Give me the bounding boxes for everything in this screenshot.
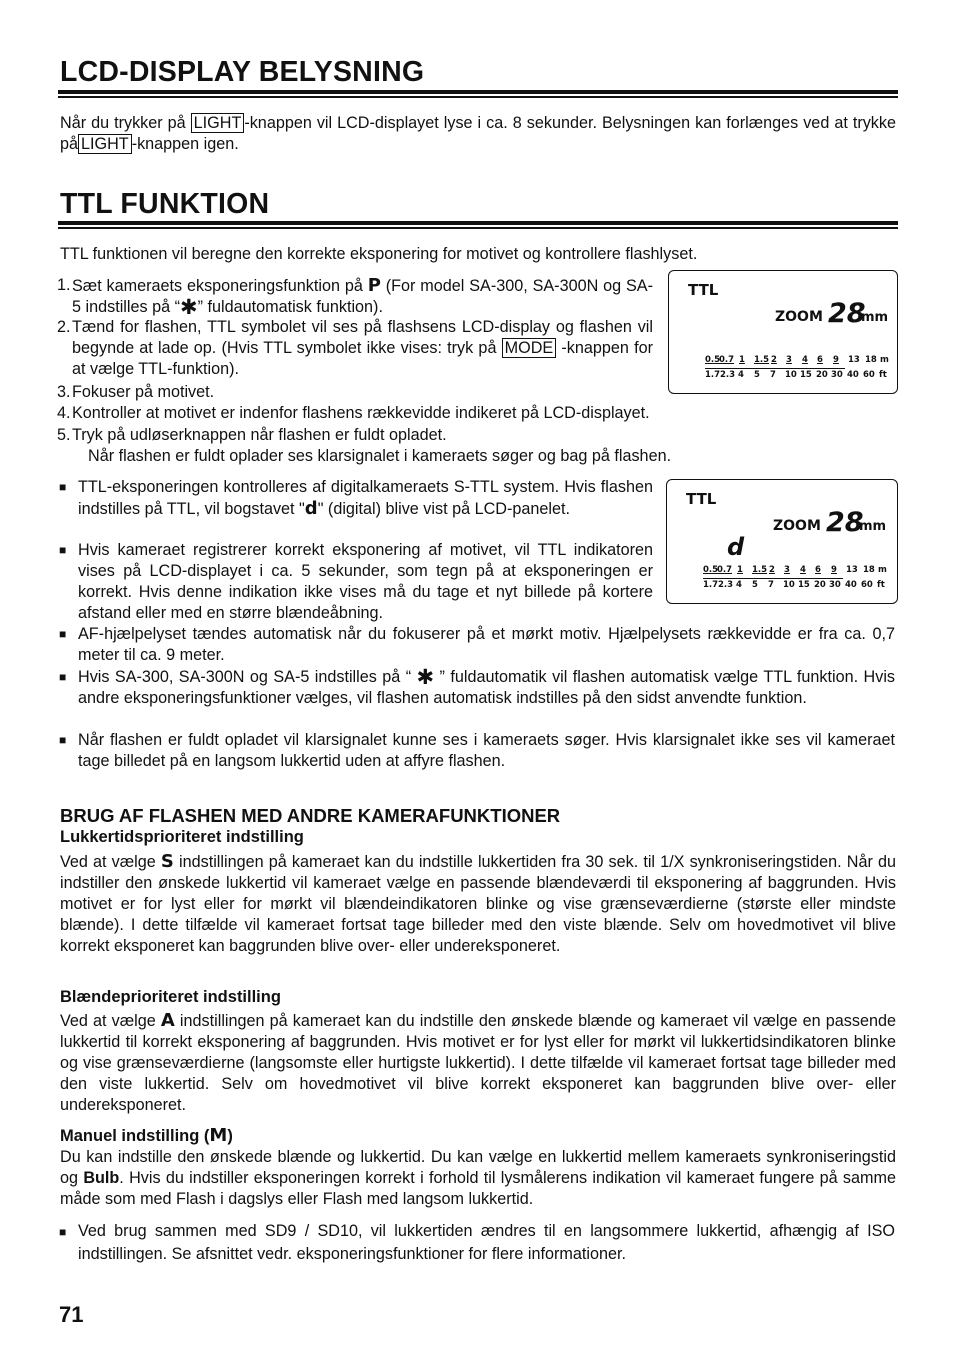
lcd-distance-scale bbox=[703, 565, 887, 595]
lcd-meter-tick: 13 bbox=[846, 565, 858, 575]
light-key: LIGHT bbox=[191, 113, 245, 133]
lcd-paragraph: Når du trykker på LIGHT -knappen vil LCD-displayet lyse i ca. 8 sekunder. Belysningen kan forlænges ved at trykke på LIGHT -knappen igen. bbox=[60, 114, 896, 153]
lcd-feet-tick: 60 bbox=[863, 370, 875, 380]
lcd-feet-tick: 5 bbox=[752, 580, 758, 590]
digital-symbol: d bbox=[304, 498, 318, 519]
lcd-meter-tick: 13 bbox=[848, 355, 860, 365]
lcd-feet-tick: 10 bbox=[783, 580, 795, 590]
step-5-note: Når flashen er fuldt oplader ses klarsignalet i kameraets søger og bag på flashen. bbox=[88, 447, 672, 465]
lcd-feet-tick: 15 bbox=[798, 580, 810, 590]
lcd-meter-tick: 3 bbox=[784, 565, 790, 575]
lcd-unit: mm bbox=[861, 310, 889, 325]
lcd-feet-tick: 30 bbox=[831, 370, 843, 380]
lcd-feet-tick: 10 bbox=[785, 370, 797, 380]
bullet-auto-mode: Hvis SA-300, SA-300N og SA-5 indstilles på “ ✱ ” fuldautomatik vil flashen automatisk vælge TTL funktion. Hvis andre eksponeringsfunktioner vælges, vil flashen automatisk indstilles på den sidst anvendte funktion. bbox=[78, 666, 896, 707]
lcd-meter-tick: 4 bbox=[802, 355, 808, 365]
lcd-meter-tick: 4 bbox=[800, 565, 806, 575]
title-rule bbox=[58, 227, 898, 229]
lcd-feet-tick: ft bbox=[877, 580, 885, 590]
title-rule bbox=[58, 221, 898, 225]
lcd-scale-line bbox=[703, 578, 843, 579]
manual-text: Du kan indstille den ønskede blænde og lukkertid. Du kan vælge en lukkertid mellem kameraets synkroniseringstid og Bulb. Hvis du indstiller eksponeringen korrekt i forhold til lysmålerens indikation vil kameraet fungere på samme måde som med Flash i dagslys eller Flash med langsom lukkertid. bbox=[60, 1148, 896, 1208]
page-number: 71 bbox=[59, 1302, 84, 1327]
lcd-focal-length: 28 bbox=[826, 507, 864, 538]
step-number: 1. bbox=[57, 276, 71, 294]
lcd-focal-length: 28 bbox=[828, 298, 866, 329]
section-title-ttl: TTL FUNKTION bbox=[60, 188, 270, 220]
manual-mode-symbol: M bbox=[209, 1125, 228, 1146]
lcd-feet-tick: 30 bbox=[829, 580, 841, 590]
auto-mode-icon: ✱ bbox=[179, 296, 198, 319]
lcd-feet-tick: 1.7 bbox=[705, 370, 721, 380]
step-number: 5. bbox=[57, 426, 71, 444]
program-mode-symbol: P bbox=[367, 275, 381, 296]
bulb-label: Bulb bbox=[83, 1169, 120, 1187]
ttl-intro: TTL funktionen vil beregne den korrekte eksponering for motivet og kontrollere flashlyset. bbox=[60, 245, 698, 263]
lcd-meter-tick: m bbox=[880, 355, 889, 365]
lcd-meter-tick: 0.7 bbox=[717, 565, 733, 575]
lcd-meter-tick: 9 bbox=[831, 565, 837, 575]
lcd-meter-tick: 9 bbox=[833, 355, 839, 365]
bullet-mark: ■ bbox=[59, 543, 67, 557]
lcd-feet-tick: 40 bbox=[845, 580, 857, 590]
lcd-feet-tick: 7 bbox=[768, 580, 774, 590]
lcd-meter-tick: 1 bbox=[739, 355, 745, 365]
lcd-feet-tick: 7 bbox=[770, 370, 776, 380]
subsection-title: BRUG AF FLASHEN MED ANDRE KAMERAFUNKTIONER bbox=[60, 805, 561, 826]
lcd-scale-line bbox=[705, 368, 845, 369]
lcd-digital-indicator: d bbox=[727, 533, 745, 561]
lcd-feet-tick: 2.3 bbox=[720, 370, 736, 380]
step-4: Kontroller at motivet er indenfor flashens rækkevidde indikeret på LCD-displayet. bbox=[72, 404, 650, 422]
lcd-feet-tick: 20 bbox=[816, 370, 828, 380]
lcd-meter-tick: 1.5 bbox=[752, 565, 768, 575]
lcd-feet-tick: ft bbox=[879, 370, 887, 380]
step-number: 3. bbox=[57, 383, 71, 401]
step-5: Tryk på udløserknappen når flashen er fuldt opladet. bbox=[72, 426, 447, 444]
lcd-feet-tick: 4 bbox=[738, 370, 744, 380]
lcd-feet-tick: 15 bbox=[800, 370, 812, 380]
aperture-mode-symbol: A bbox=[160, 1010, 175, 1031]
sd-note: Ved brug sammen med SD9 / SD10, vil lukkertiden ændres til en langsommere lukkertid, afhængig af ISO indstillingen. Se afsnittet vedr. eksponeringsfunktioner for flere informationer. bbox=[78, 1222, 895, 1263]
lcd-meter-tick: 0.5 bbox=[705, 355, 721, 365]
step-3: Fokuser på motivet. bbox=[72, 383, 215, 401]
lcd-meter-tick: 0.7 bbox=[719, 355, 735, 365]
lcd-meter-tick: 2 bbox=[769, 565, 775, 575]
lcd-unit: mm bbox=[859, 519, 887, 534]
lcd-display-ttl-digital bbox=[666, 479, 898, 604]
lcd-feet-tick: 40 bbox=[847, 370, 859, 380]
lcd-meter-tick: 0.5 bbox=[703, 565, 719, 575]
aperture-priority-heading: Blændeprioriteret indstilling bbox=[60, 988, 281, 1006]
bullet-ttl-digital: TTL-eksponeringen kontrolleres af digitalkameraets S-TTL system. Hvis flashen indstilles på TTL, vil bogstavet "d" (digital) blive vist på LCD-panelet. bbox=[78, 478, 653, 519]
lcd-meter-tick: 1 bbox=[737, 565, 743, 575]
lcd-meter-tick: 6 bbox=[817, 355, 823, 365]
bullet-mark: ■ bbox=[59, 733, 67, 747]
shutter-priority-text: Ved at vælge S indstillingen på kameraet kan du indstille lukkertiden fra 30 sek. til 1/X synkroniseringstiden. Når du indstiller den ønskede lukkertid vil kameraet vælge en passende blændeværdi til eksponering af baggrunden. Hvis motivet er for lyst eller for mørkt vil blændeindikatoren blinke og vise grænseværdierne (største eller mindste blænde). I dette tilfælde vil kameraet fortsat tage billeder med den viste blænde. Selv om hovedmotivet vil blive korrekt eksponeret kan baggrunden blive over- eller undereksponeret. bbox=[60, 851, 897, 955]
shutter-mode-symbol: S bbox=[160, 851, 174, 872]
shutter-priority-heading: Lukkertidsprioriteret indstilling bbox=[60, 828, 304, 846]
light-key: LIGHT bbox=[78, 134, 132, 154]
lcd-meter-tick: 6 bbox=[815, 565, 821, 575]
lcd-feet-tick: 20 bbox=[814, 580, 826, 590]
title-rule bbox=[58, 90, 898, 94]
lcd-distance-scale bbox=[705, 355, 889, 385]
step-number: 2. bbox=[57, 318, 71, 336]
lcd-display-ttl bbox=[668, 270, 898, 394]
lcd-zoom-label: ZOOM bbox=[775, 309, 823, 325]
section-title-lcd: LCD-DISPLAY BELYSNING bbox=[60, 56, 425, 88]
bullet-ttl-indicator: Hvis kameraet registrerer korrekt eksponering af motivet, vil TTL indikatoren vises på LCD-displayet i ca. 5 sekunder, som tegn på at eksponeringen er korrekt. Hvis denne indikation ikke vises må du tage et nyt billede på kortere afstand eller med en større blændeåbning. bbox=[78, 541, 653, 622]
lcd-feet-tick: 4 bbox=[736, 580, 742, 590]
auto-mode-icon: ✱ bbox=[416, 666, 435, 689]
lcd-feet-tick: 60 bbox=[861, 580, 873, 590]
lcd-feet-tick: 5 bbox=[754, 370, 760, 380]
lcd-meter-tick: 3 bbox=[786, 355, 792, 365]
lcd-zoom-label: ZOOM bbox=[773, 518, 821, 534]
lcd-meter-tick: 1.5 bbox=[754, 355, 770, 365]
bullet-mark: ■ bbox=[59, 1225, 67, 1239]
step-1: Sæt kameraets eksponeringsfunktion på P (For model SA-300, SA-300N og SA-5 indstilles på “✱” fuldautomatisk funktion). bbox=[72, 275, 653, 319]
title-rule bbox=[58, 96, 898, 98]
bullet-mark: ■ bbox=[59, 670, 67, 684]
lcd-meter-tick: 18 bbox=[863, 565, 875, 575]
lcd-ttl-label: TTL bbox=[688, 281, 719, 299]
aperture-priority-text: Ved at vælge A indstillingen på kameraet kan du indstille den ønskede blænde og kameraet vil vælge en passende lukkertid til korrekt eksponering af baggrunden. Hvis motivet er for lyst eller for mørkt vil lukkertidsindikatoren blinke og vise grænseværdierne (langsomste eller hurtigste lukkertid). I dette tilfælde vil kameraet fortsat tage billeder med den viste lukkertid. Selv om hovedmotivet vil blive korrekt eksponeret kan baggrunden blive over- eller undereksponeret. bbox=[60, 1010, 896, 1114]
lcd-feet-tick: 2.3 bbox=[718, 580, 734, 590]
bullet-ready-signal: Når flashen er fuldt opladet vil klarsignalet kunne ses i kameraets søger. Hvis klarsignalet ikke ses vil kameraet tage billedet på en langsom lukkertid uden at affyre flashen. bbox=[78, 731, 895, 770]
manual-heading: Manuel indstilling (M) bbox=[60, 1125, 233, 1146]
lcd-meter-tick: 18 bbox=[865, 355, 877, 365]
bullet-af-light: AF-hjælpelyset tændes automatisk når du fokuserer på et mørkt motiv. Hjælpelysets rækkevidde er fra ca. 0,7 meter til ca. 9 meter. bbox=[78, 625, 895, 664]
lcd-ttl-label: TTL bbox=[686, 490, 717, 508]
lcd-meter-tick: m bbox=[878, 565, 887, 575]
bullet-mark: ■ bbox=[59, 627, 67, 641]
step-2: Tænd for flashen, TTL symbolet vil ses på flashsens LCD-display og flashen vil begynde at lade op. (Hvis TTL symbolet ikke vises: tryk på MODE -knappen for at vælge TTL-funktion). bbox=[72, 318, 653, 378]
lcd-feet-tick: 1.7 bbox=[703, 580, 719, 590]
mode-key: MODE bbox=[502, 338, 557, 358]
step-number: 4. bbox=[57, 404, 71, 422]
bullet-mark: ■ bbox=[59, 480, 67, 494]
lcd-meter-tick: 2 bbox=[771, 355, 777, 365]
